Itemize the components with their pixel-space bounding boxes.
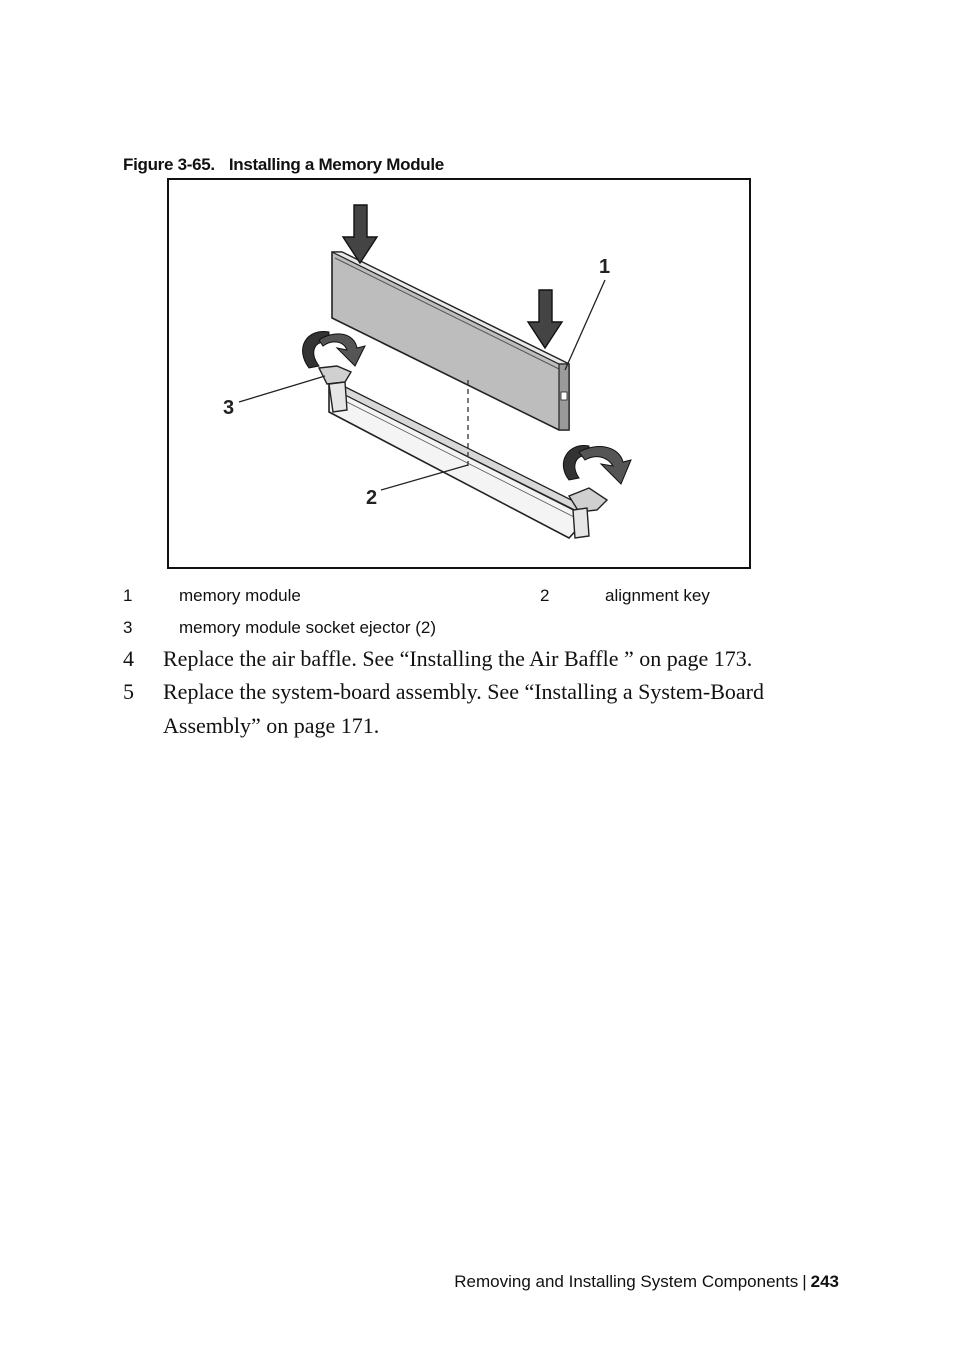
figure-caption xyxy=(123,155,444,175)
down-arrow-right xyxy=(528,290,562,348)
step-number: 4 xyxy=(123,646,134,671)
legend-label: alignment key xyxy=(605,586,710,605)
callout-1: 1 xyxy=(599,256,611,278)
memory-module-diagram xyxy=(169,180,749,567)
figure-title: Installing a Memory Module xyxy=(228,155,444,174)
memory-module-illustration xyxy=(167,178,751,569)
callout-line-3 xyxy=(239,376,325,402)
ejector-rotate-arrow-left xyxy=(303,331,365,368)
page-number: 243 xyxy=(810,1272,839,1291)
callout-3: 3 xyxy=(223,397,235,419)
right-ejector xyxy=(569,488,607,538)
callout-2: 2 xyxy=(366,487,378,509)
ejector-rotate-arrow-right xyxy=(563,445,631,484)
step-text: Replace the air baffle. See “Installing the Air Baffle ” on page 173. xyxy=(163,646,753,671)
figure-number: Figure 3-65. xyxy=(123,155,215,174)
legend-label: memory module xyxy=(179,586,301,605)
footer-separator: | xyxy=(802,1272,807,1291)
legend-num: 2 xyxy=(540,586,550,605)
callout-line-1 xyxy=(565,280,605,370)
step-text: Replace the system-board assembly. See “Installing a System-Board Assembly” on page 171. xyxy=(163,679,764,738)
legend-label: memory module socket ejector (2) xyxy=(179,618,436,637)
footer-section-title: Removing and Installing System Components xyxy=(454,1272,799,1291)
page-footer xyxy=(454,1272,839,1292)
legend-num: 3 xyxy=(123,618,133,637)
left-ejector xyxy=(319,366,351,412)
step-number: 5 xyxy=(123,679,134,704)
legend-num: 1 xyxy=(123,586,133,605)
